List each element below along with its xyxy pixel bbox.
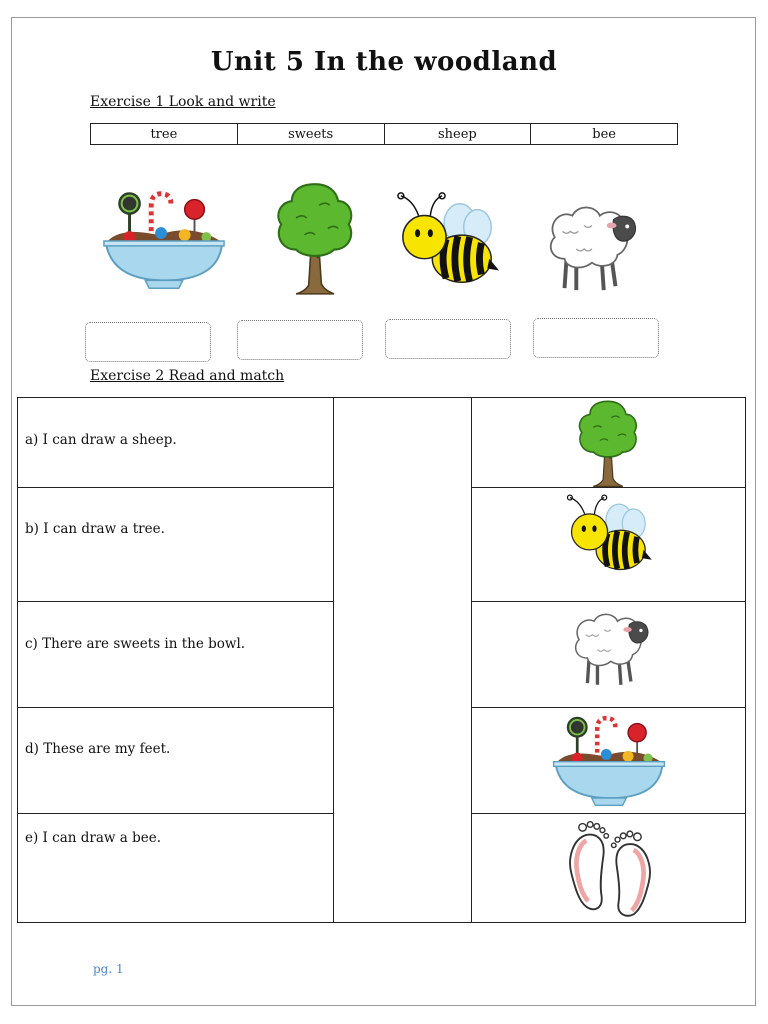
picture-row <box>472 487 745 602</box>
word-bank-cell: bee <box>531 124 678 145</box>
word-bank-cell: sweets <box>237 124 384 145</box>
sentence-column <box>17 397 334 923</box>
sentence-b: b) I can draw a tree. <box>25 521 165 537</box>
bee-icon <box>394 188 504 296</box>
sentence-row <box>18 707 333 814</box>
picture-row <box>472 707 745 814</box>
answer-box-4[interactable] <box>533 318 659 358</box>
matching-space[interactable] <box>333 397 472 923</box>
word-bank-table <box>90 123 678 145</box>
bee-icon <box>560 491 660 581</box>
sentence-row <box>18 398 333 488</box>
answer-box-3[interactable] <box>385 319 511 359</box>
picture-column <box>471 397 746 923</box>
word-bank-cell: tree <box>91 124 238 145</box>
sweets-bowl-icon <box>550 707 668 811</box>
answer-box-1[interactable] <box>85 322 211 362</box>
picture-row <box>472 601 745 708</box>
sentence-row <box>18 601 333 708</box>
sweets-bowl-icon <box>100 182 228 294</box>
sentence-row <box>18 487 333 602</box>
sentence-row <box>18 813 333 924</box>
page-number: pg. 1 <box>93 962 124 976</box>
word-bank-cell: sheep <box>384 124 531 145</box>
tree-icon <box>270 180 360 296</box>
sentence-e: e) I can draw a bee. <box>25 830 162 846</box>
feet-icon <box>558 815 662 921</box>
sentence-d: d) These are my feet. <box>25 741 171 757</box>
page-title: Unit 5 In the woodland <box>210 47 558 77</box>
exercise-2-heading: Exercise 2 Read and match <box>90 368 285 384</box>
matching-grid <box>17 397 746 923</box>
picture-row <box>472 398 745 488</box>
sheep-icon <box>536 198 646 296</box>
tree-icon <box>572 398 644 488</box>
sheep-icon <box>564 606 656 690</box>
sentence-c: c) There are sweets in the bowl. <box>25 636 246 652</box>
exercise-1-heading: Exercise 1 Look and write <box>90 94 276 110</box>
sentence-a: a) I can draw a sheep. <box>25 432 177 448</box>
answer-box-2[interactable] <box>237 320 363 360</box>
picture-row <box>472 813 745 924</box>
